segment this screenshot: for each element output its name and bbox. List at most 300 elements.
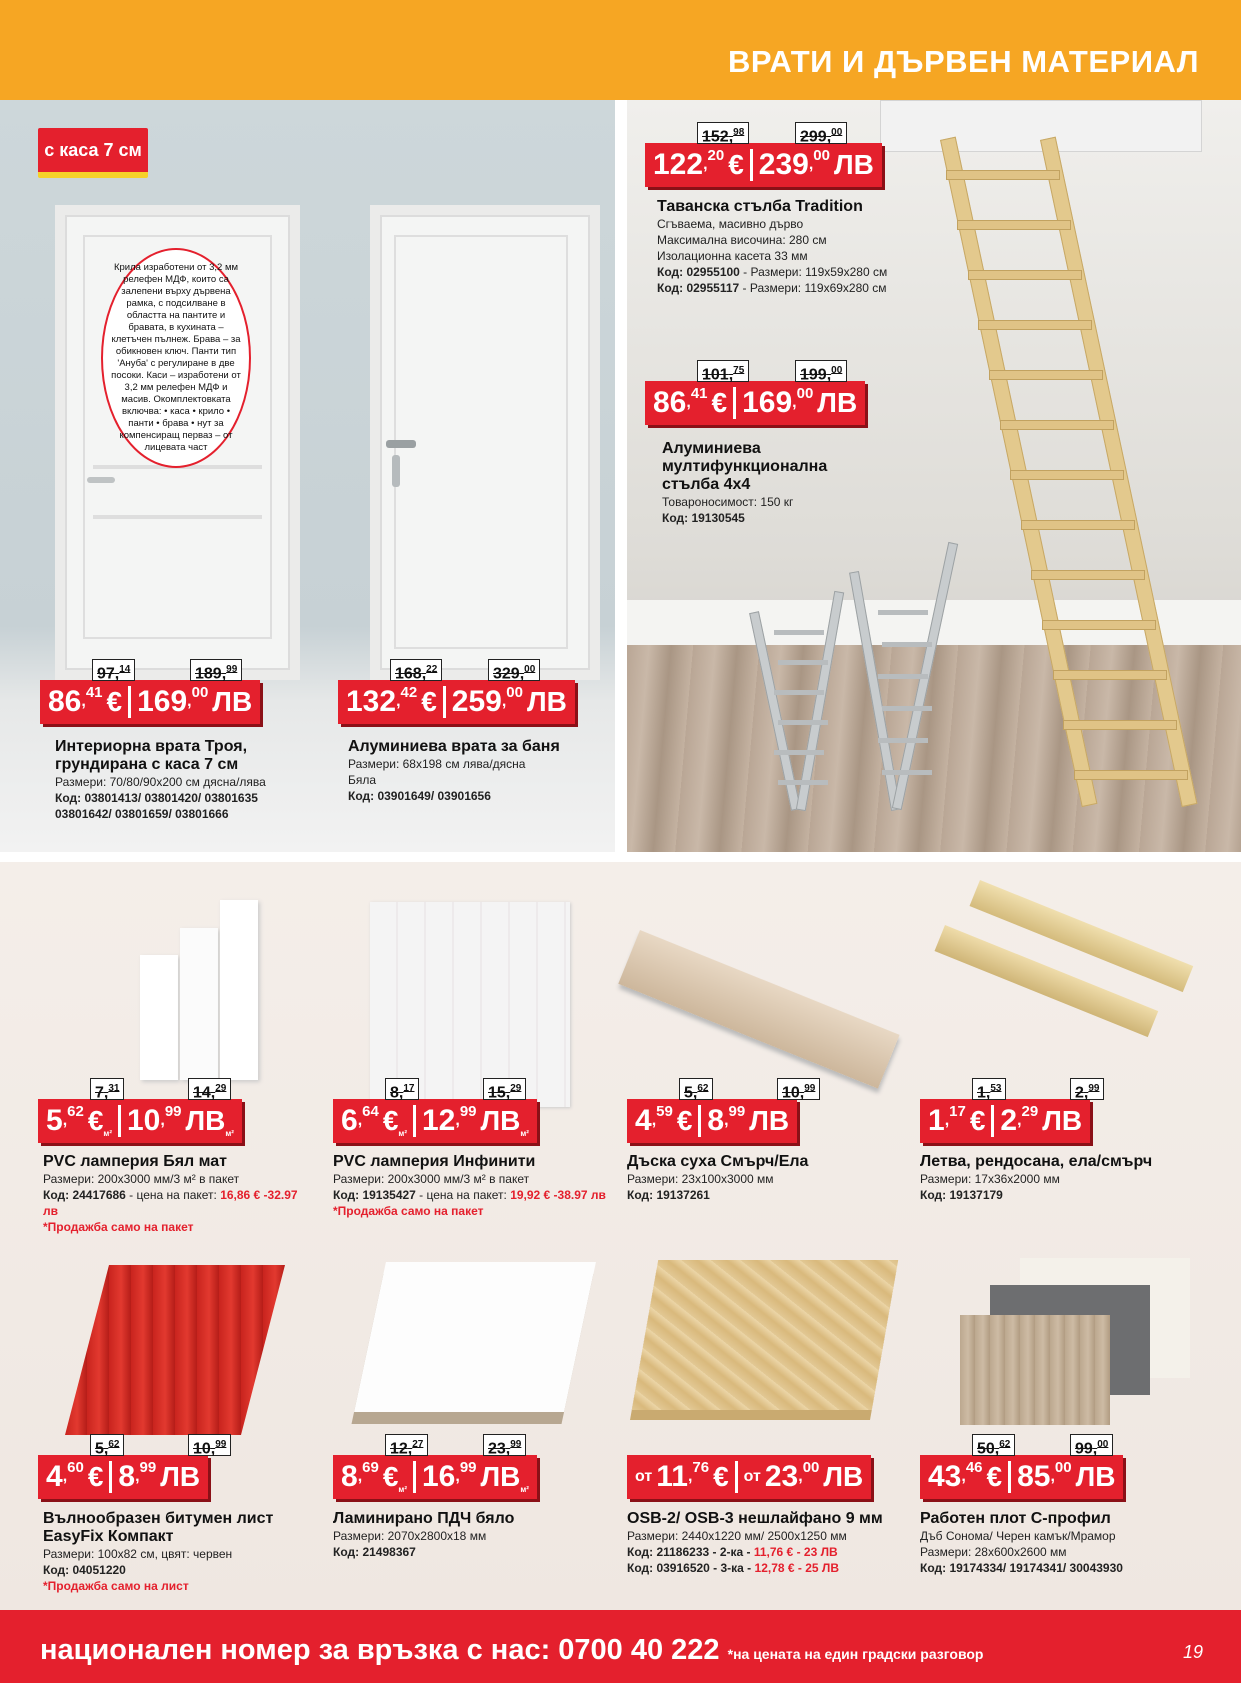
door-bath-old-eur-cents: 22	[426, 664, 438, 675]
board-spruce-old-bgn-cents: 99	[804, 1083, 816, 1094]
door-troya-currency-eur: €	[106, 686, 123, 717]
alu-ladder-rung	[882, 642, 932, 647]
door-spec-callout: Крила изработени от 3,2 мм релефен МДФ, които са залепени върху дървена рамка, с подсилване в областта на пантите и бравата, в кухината – клетъчен пълнеж. Брава – за обикновен ключ. Панти тип 'Ануба' с регулиране в две посоки. Каси – изработени от 3,2 мм релефен МДФ и масив. Окомплектовката включва: • каса • крило • панти • брава • нут за компенсиращ перваз – от лицевата част	[101, 248, 251, 468]
pvc-white-spec-line: Размери: 200x3000 мм/3 м² в пакет	[43, 1172, 240, 1186]
door-troya-price-divider	[128, 686, 131, 718]
door-bath-old-bgn-cents: 00	[524, 664, 536, 675]
door-troya-info	[55, 738, 280, 822]
alu-ladder-price-divider	[733, 387, 736, 419]
pvc-white-code-line	[43, 1187, 303, 1219]
chipboard-currency-bgn: ЛВ	[480, 1461, 521, 1492]
worktop-price-divider	[1008, 1461, 1011, 1493]
board-spruce-code: Код: 19137261	[627, 1188, 710, 1202]
board-spruce-old-price-bgn: 10,99	[777, 1078, 820, 1100]
attic-ladder-code-line	[657, 280, 917, 296]
alu-ladder-rung	[774, 630, 824, 635]
osb-price-divider	[735, 1461, 738, 1493]
attic-ladder-code-rest: - Размери: 119x59x280 см	[739, 265, 888, 279]
bitumen-old-eur-cents: 62	[108, 1439, 120, 1450]
batten-price-divider	[991, 1105, 994, 1137]
bitumen-price-eur: 4	[46, 1460, 63, 1493]
chipboard-price-divider	[413, 1461, 416, 1493]
worktop-price-tag	[920, 1439, 1123, 1499]
alu-ladder-price-bgn: 169	[742, 386, 793, 419]
worktop-old-eur: 50	[977, 1440, 995, 1458]
batten-code-line	[920, 1187, 1180, 1203]
worktop-old-price-eur: 50,62	[972, 1434, 1015, 1456]
chipboard-title: Ламинирано ПДЧ бяло	[333, 1510, 515, 1527]
osb-code-line	[627, 1560, 897, 1576]
alu-ladder-rung	[878, 738, 928, 743]
pvc-white-price-eur: 5	[46, 1104, 63, 1137]
pvc-infinity-old-eur-cents: 17	[403, 1083, 415, 1094]
door-bath-price-box: 132 , 42 € 259 , 00 ЛВ	[338, 680, 575, 724]
worktop-price-eur-cents: 46	[965, 1458, 983, 1476]
bitumen-old-bgn: 10	[193, 1440, 211, 1458]
bitumen-price-eur-cents: 60	[67, 1458, 84, 1476]
osb-currency-eur: €	[713, 1461, 729, 1492]
door-bath-price-eur: 132	[346, 685, 397, 718]
alu-ladder-spec-line: Товароносимост: 150 кг	[662, 495, 794, 509]
batten-price-eur: 1	[928, 1104, 945, 1137]
alu-ladder-rung	[882, 706, 932, 711]
chipboard-old-bgn-cents: 99	[510, 1439, 522, 1450]
attic-ladder-old-bgn: 299	[800, 128, 827, 146]
pvc-white-price-tag	[38, 1083, 242, 1143]
worktop-spec-line: Размери: 28x600x2600 мм	[920, 1545, 1067, 1559]
bitumen-price-box: 4 , 60 € 8 , 99 ЛВ	[38, 1455, 208, 1499]
bitumen-currency-eur: €	[87, 1461, 104, 1492]
alu-ladder-rail	[849, 571, 901, 811]
alu-ladder-price-eur-cents: 41	[690, 384, 708, 402]
footer-hotline	[40, 1634, 983, 1667]
attic-ladder-currency-eur: €	[728, 149, 744, 180]
door-troya-old-eur-cents: 14	[119, 664, 131, 675]
batten-code: Код: 19137179	[920, 1188, 1003, 1202]
door-lock-icon	[392, 455, 400, 487]
worktop-price-eur: 43	[928, 1460, 962, 1493]
door-bath-code-line	[348, 788, 588, 804]
worktop-old-price-bgn: 99,00	[1070, 1434, 1113, 1456]
pvc-infinity-price-eur-cents: 64	[362, 1102, 379, 1120]
board-spruce-price-tag	[627, 1083, 816, 1143]
board-spruce-old-eur-cents: 62	[697, 1083, 709, 1094]
worktop-code: Код: 19174334/ 19174341/ 30043930	[920, 1561, 1123, 1575]
osb-title: OSB-2/ OSB-3 нешлайфано 9 мм	[627, 1510, 883, 1527]
pvc-white-price-bgn: 10	[127, 1104, 161, 1137]
alu-ladder-old-price-bgn: 199,00	[795, 360, 847, 382]
attic-ladder-title: Таванска стълба Tradition	[657, 198, 863, 215]
alu-ladder-old-bgn: 199	[800, 366, 827, 384]
batten-price-bgn: 2	[1000, 1104, 1018, 1137]
osb-variant-price: 11,76 € - 23 ЛВ	[753, 1545, 838, 1559]
attic-ladder-old-eur-cents: 98	[733, 127, 745, 138]
alu-ladder-rung	[878, 610, 928, 615]
pvc-infinity-currency-eur: €	[382, 1105, 399, 1136]
attic-ladder-old-price-bgn: 299,00	[795, 122, 847, 144]
pvc-infinity-old-eur: 8	[390, 1084, 399, 1102]
alu-ladder-rung	[778, 660, 828, 665]
alu-ladder-code-line	[662, 510, 862, 526]
pvc-white-old-price-bgn: 14,29	[188, 1078, 231, 1100]
attic-ladder-old-bgn-cents: 00	[831, 127, 843, 138]
board-spruce-code-line	[627, 1187, 887, 1203]
door-bath-info	[348, 738, 588, 804]
bitumen-old-bgn-cents: 99	[215, 1439, 227, 1450]
attic-ladder-price-eur: 122	[653, 148, 704, 181]
bitumen-code: Код: 04051220	[43, 1563, 126, 1577]
chipboard-price-eur: 8	[341, 1460, 358, 1493]
pvc-infinity-price-bgn: 12	[422, 1104, 456, 1137]
osb-spec-line: Размери: 2440x1220 мм/ 2500x1250 мм	[627, 1529, 847, 1543]
batten-old-bgn-cents: 99	[1088, 1083, 1100, 1094]
board-spruce-currency-bgn: ЛВ	[749, 1105, 790, 1136]
door-bath-old-eur: 168	[395, 665, 422, 683]
worktop-image-oak	[960, 1315, 1110, 1425]
hotline-text: национален номер за връзка с нас: 0700 40 222	[40, 1634, 720, 1666]
attic-ladder-code-line	[657, 264, 917, 280]
board-spruce-title: Дъска суха Смърч/Ела	[627, 1153, 809, 1170]
door-troya-old-price-eur: 97,14	[92, 659, 135, 681]
door-bath-price-divider	[443, 686, 446, 718]
osb-price-prefix: от	[635, 1468, 653, 1485]
door-troya-price-bgn-cents: 00	[191, 683, 209, 701]
worktop-info	[920, 1510, 1180, 1576]
pvc-infinity-currency-bgn: ЛВ	[480, 1105, 521, 1136]
attic-ladder-rung	[968, 270, 1082, 280]
door-bath-code: Код: 03901649/ 03901656	[348, 789, 491, 803]
board-spruce-spec-line: Размери: 23x100x3000 мм	[627, 1172, 774, 1186]
attic-ladder-spec-line: Сгъваема, масивно дърво	[657, 217, 804, 231]
attic-ladder-price-eur-cents: 20	[707, 146, 725, 164]
door-bath-title: Алуминиева врата за баня	[348, 738, 560, 755]
door-bath-spec-line: Размери: 68x198 см лява/дясна	[348, 757, 526, 771]
pvc-white-title: PVC ламперия Бял мат	[43, 1153, 227, 1170]
worktop-currency-bgn: ЛВ	[1075, 1461, 1116, 1492]
attic-ladder-price-box: 122 , 20 € 239 , 00 ЛВ	[645, 143, 882, 187]
page-number: 19	[1182, 1642, 1203, 1662]
pvc-white-price-divider	[118, 1105, 121, 1137]
door-handle-icon	[87, 477, 115, 483]
door-troya-old-bgn-cents: 99	[226, 664, 238, 675]
pvc-infinity-price-divider	[413, 1105, 416, 1137]
pvc-white-package-price: 16,86 € -32.97 лв	[43, 1188, 298, 1218]
door-troya-currency-bgn: ЛВ	[212, 686, 253, 717]
batten-currency-eur: €	[969, 1105, 986, 1136]
alu-ladder-info	[662, 440, 862, 526]
attic-ladder-price-divider	[750, 149, 753, 181]
osb-price-box: от 11 , 76 € от 23 , 00 ЛВ	[627, 1455, 871, 1499]
chipboard-currency-eur: €	[382, 1461, 399, 1492]
chipboard-old-eur: 12	[390, 1440, 408, 1458]
pvc-white-code: Код: 24417686	[43, 1188, 126, 1202]
batten-currency-bgn: ЛВ	[1042, 1105, 1083, 1136]
door-bath-currency-eur: €	[421, 686, 437, 717]
door-troya-price-eur: 86	[48, 685, 82, 718]
attic-ladder-spec-line: Максимална височина: 280 см	[657, 233, 827, 247]
pvc-infinity-spec-line: Размери: 200x3000 мм/3 м² в пакет	[333, 1172, 530, 1186]
board-spruce-price-eur-cents: 59	[656, 1102, 673, 1120]
attic-ladder-spec-line: Изолационна касета 33 мм	[657, 249, 808, 263]
bitumen-price-divider	[109, 1461, 112, 1493]
board-spruce-currency-eur: €	[676, 1105, 693, 1136]
attic-ladder-price-bgn-cents: 00	[813, 146, 830, 164]
alu-ladder-price-bgn-cents: 00	[796, 384, 814, 402]
attic-ladder-code-rest: - Размери: 119x69x280 см	[739, 281, 887, 295]
chipboard-code: Код: 21498367	[333, 1545, 416, 1559]
pvc-infinity-old-price-bgn: 15,29	[483, 1078, 526, 1100]
bitumen-title: Вълнообразен битумен лист EasyFix Компакт	[43, 1510, 274, 1545]
pvc-infinity-title: PVC ламперия Инфинити	[333, 1153, 536, 1170]
batten-price-tag	[920, 1083, 1100, 1143]
chipboard-price-bgn-cents: 99	[459, 1458, 477, 1476]
alu-ladder-rung	[774, 690, 824, 695]
door-troya-title: Интериорна врата Троя, грундирана с каса 7 см	[55, 738, 248, 773]
pvc-infinity-price-box: 6 , 64 € м² 12 , 99 ЛВ м²	[333, 1099, 537, 1143]
door-troya-price-eur-cents: 41	[85, 683, 103, 701]
pvc-white-info	[43, 1153, 303, 1235]
pvc-white-unit-eur: м²	[103, 1128, 112, 1138]
chipboard-price-eur-cents: 69	[362, 1458, 379, 1476]
batten-old-price-eur: 1,53	[972, 1078, 1006, 1100]
attic-ladder-code: Код: 02955100	[657, 265, 740, 279]
worktop-currency-eur: €	[986, 1461, 1003, 1492]
attic-ladder-code: Код: 02955117	[657, 281, 740, 295]
alu-ladder-old-price-eur: 101,75	[697, 360, 749, 382]
alu-ladder-price-tag	[645, 365, 865, 425]
bitumen-currency-bgn: ЛВ	[160, 1461, 201, 1492]
worktop-old-bgn: 99	[1075, 1440, 1093, 1458]
pvc-white-old-bgn-cents: 29	[215, 1083, 227, 1094]
pvc-white-price-box: 5 , 62 € м² 10 , 99 ЛВ м²	[38, 1099, 242, 1143]
bitumen-sale-note: *Продажба само на лист	[43, 1579, 189, 1593]
attic-ladder-rung	[1063, 720, 1177, 730]
page-title: ВРАТИ И ДЪРВЕН МАТЕРИАЛ	[728, 44, 1199, 79]
door-troya-old-bgn: 189	[195, 665, 222, 683]
door-bath-old-price-bgn: 329,00	[488, 659, 540, 681]
attic-ladder-rung	[1042, 620, 1156, 630]
osb-code: Код: 03916520 - 3-ка -	[627, 1561, 755, 1575]
alu-ladder-old-eur-cents: 75	[733, 365, 745, 376]
pvc-infinity-price-tag	[333, 1083, 537, 1143]
pvc-infinity-code-rest: - цена на пакет:	[415, 1188, 511, 1202]
pvc-infinity-unit-bgn: м²	[520, 1128, 529, 1138]
alu-ladder-rung	[882, 770, 932, 775]
door-bath-currency-bgn: ЛВ	[526, 686, 567, 717]
bitumen-spec-line: Размери: 100x82 см, цвят: червен	[43, 1547, 233, 1561]
worktop-title: Работен плот С-профил	[920, 1510, 1111, 1527]
pvc-infinity-old-bgn: 15	[488, 1084, 506, 1102]
bitumen-price-bgn: 8	[118, 1460, 136, 1493]
attic-ladder-price-bgn: 239	[758, 148, 809, 181]
alu-ladder-rung	[878, 674, 928, 679]
door-bath-price-tag	[338, 664, 575, 724]
pvc-white-currency-bgn: ЛВ	[185, 1105, 226, 1136]
chipboard-price-bgn: 16	[422, 1460, 456, 1493]
bitumen-info	[43, 1510, 293, 1594]
alu-ladder-old-eur: 101	[702, 366, 729, 384]
bitumen-code-line	[43, 1562, 293, 1578]
batten-price-box: 1 , 17 € 2 , 29 ЛВ	[920, 1099, 1090, 1143]
pvc-infinity-price-bgn-cents: 99	[459, 1102, 477, 1120]
chipboard-unit-bgn: м²	[520, 1484, 529, 1494]
chipboard-price-box: 8 , 69 € м² 16 , 99 ЛВ м²	[333, 1455, 537, 1499]
door-troya-price-box: 86 , 41 € 169 , 00 ЛВ	[40, 680, 260, 724]
board-spruce-old-bgn: 10	[782, 1084, 800, 1102]
pvc-white-price-bgn-cents: 99	[164, 1102, 182, 1120]
osb-price-bgn: 23	[764, 1460, 799, 1493]
pvc-white-price-eur-cents: 62	[67, 1102, 84, 1120]
door-bath-spec-line: Бяла	[348, 773, 377, 787]
door-troya-old-price-bgn: 189,99	[190, 659, 242, 681]
pvc-white-image	[140, 900, 250, 1080]
door-troya-price-bgn: 169	[137, 685, 188, 718]
chipboard-unit-eur: м²	[398, 1484, 407, 1494]
alu-ladder-rung	[774, 750, 824, 755]
attic-ladder-info	[657, 198, 917, 296]
pvc-white-sale-note: *Продажба само на пакет	[43, 1220, 194, 1234]
chipboard-old-price-eur: 12,27	[385, 1434, 428, 1456]
osb-price-bgn-cents: 00	[802, 1458, 820, 1476]
batten-old-price-bgn: 2,99	[1070, 1078, 1104, 1100]
batten-old-bgn: 2	[1075, 1084, 1084, 1102]
pvc-infinity-old-price-eur: 8,17	[385, 1078, 419, 1100]
door-handle-icon	[386, 440, 416, 448]
osb-variant-price: 12,78 € - 25 ЛВ	[754, 1561, 839, 1575]
attic-ladder-price-tag	[645, 127, 882, 187]
bitumen-old-price-eur: 5,62	[90, 1434, 124, 1456]
alu-ladder-rung	[778, 720, 828, 725]
osb-currency-bgn: ЛВ	[823, 1461, 864, 1492]
attic-ladder-old-price-eur: 152,98	[697, 122, 749, 144]
batten-info	[920, 1153, 1180, 1203]
attic-ladder-old-eur: 152	[702, 128, 729, 146]
worktop-old-eur-cents: 62	[999, 1439, 1011, 1450]
bitumen-old-price-bgn: 10,99	[188, 1434, 231, 1456]
attic-ladder-rung	[1053, 670, 1167, 680]
pvc-infinity-unit-eur: м²	[398, 1128, 407, 1138]
pvc-white-old-eur-cents: 31	[108, 1083, 120, 1094]
board-spruce-old-price-eur: 5,62	[679, 1078, 713, 1100]
attic-ladder-rung	[1074, 770, 1188, 780]
chipboard-price-tag	[333, 1439, 537, 1499]
attic-ladder-rung	[1021, 520, 1135, 530]
worktop-price-bgn: 85	[1017, 1460, 1051, 1493]
chipboard-image	[354, 1262, 596, 1412]
pvc-infinity-old-bgn-cents: 29	[510, 1083, 522, 1094]
board-spruce-price-box: 4 , 59 € 8 , 99 ЛВ	[627, 1099, 797, 1143]
attic-ladder-rung	[957, 220, 1071, 230]
alu-ladder-price-box: 86 , 41 € 169 , 00 ЛВ	[645, 381, 865, 425]
osb-price-eur-cents: 76	[692, 1458, 710, 1476]
pvc-white-currency-eur: €	[87, 1105, 104, 1136]
worktop-price-box: 43 , 46 € 85 , 00 ЛВ	[920, 1455, 1123, 1499]
bitumen-price-bgn-cents: 99	[139, 1458, 157, 1476]
alu-ladder-old-bgn-cents: 00	[831, 365, 843, 376]
chipboard-info	[333, 1510, 593, 1560]
chipboard-old-price-bgn: 23,99	[483, 1434, 526, 1456]
chipboard-code-line	[333, 1544, 593, 1560]
chipboard-old-eur-cents: 27	[412, 1439, 424, 1450]
frame-badge: с каса 7 см	[38, 128, 148, 178]
door-bath-price-bgn: 259	[451, 685, 502, 718]
board-spruce-info	[627, 1153, 887, 1203]
alu-ladder-image	[760, 530, 980, 830]
worktop-old-bgn-cents: 00	[1097, 1439, 1109, 1450]
worktop-price-bgn-cents: 00	[1054, 1458, 1072, 1476]
alu-ladder-title: Алуминиева мултифункционална стълба 4x4	[662, 440, 828, 493]
osb-price-tag	[627, 1455, 871, 1499]
attic-ladder-rung	[946, 170, 1060, 180]
batten-old-eur-cents: 53	[990, 1083, 1002, 1094]
bitumen-price-tag	[38, 1439, 227, 1499]
alu-ladder-rail	[796, 591, 844, 811]
alu-ladder-currency-eur: €	[711, 387, 728, 418]
alu-ladder-code: Код: 19130545	[662, 511, 745, 525]
worktop-spec-line: Дъб Сонома/ Черен камък/Мрамор	[920, 1529, 1116, 1543]
pvc-white-old-bgn: 14	[193, 1084, 211, 1102]
hotline-note: *на цената на един градски разговор	[727, 1646, 984, 1662]
pvc-infinity-code-line	[333, 1187, 613, 1203]
door-troya-old-eur: 97	[97, 665, 115, 683]
attic-ladder-currency-bgn: ЛВ	[833, 149, 874, 180]
osb-price-eur: 11	[656, 1460, 688, 1493]
pvc-infinity-package-price: 19,92 € -38.97 лв	[510, 1188, 606, 1202]
batten-price-eur-cents: 17	[949, 1102, 966, 1120]
door-troya-spec-line: Размери: 70/80/90x200 см дясна/лява	[55, 775, 266, 789]
board-spruce-old-eur: 5	[684, 1084, 693, 1102]
pvc-infinity-image	[370, 902, 570, 1107]
pvc-infinity-sale-note: *Продажба само на пакет	[333, 1204, 484, 1218]
door-troya-price-tag	[40, 664, 260, 724]
pvc-infinity-price-eur: 6	[341, 1104, 358, 1137]
batten-title: Летва, рендосана, ела/смърч	[920, 1153, 1153, 1170]
osb-code-line	[627, 1544, 897, 1560]
alu-ladder-currency-bgn: ЛВ	[817, 387, 858, 418]
pvc-white-unit-bgn: м²	[225, 1128, 234, 1138]
batten-price-bgn-cents: 29	[1021, 1102, 1039, 1120]
bitumen-old-eur: 5	[95, 1440, 104, 1458]
door-bath-image	[370, 205, 600, 683]
batten-spec-line: Размери: 17x36x2000 мм	[920, 1172, 1060, 1186]
door-bath-price-bgn-cents: 00	[506, 683, 523, 701]
attic-ladder-rung	[1000, 420, 1114, 430]
door-troya-code-line	[55, 790, 280, 822]
alu-ladder-rung	[778, 780, 828, 785]
pvc-infinity-code: Код: 19135427	[333, 1188, 416, 1202]
door-bath-price-eur-cents: 42	[400, 683, 418, 701]
batten-old-eur: 1	[977, 1084, 986, 1102]
osb-info	[627, 1510, 897, 1576]
osb-image	[632, 1260, 898, 1410]
door-troya-code: Код: 03801413/ 03801420/ 03801635 03801642/ 03801659/ 03801666	[55, 791, 258, 821]
attic-ladder-rung	[1010, 470, 1124, 480]
osb-price-prefix-bgn: от	[743, 1468, 761, 1485]
door-bath-old-price-eur: 168,22	[390, 659, 442, 681]
attic-ladder-rung	[989, 370, 1103, 380]
worktop-code-line	[920, 1560, 1180, 1576]
board-spruce-price-eur: 4	[635, 1104, 652, 1137]
pvc-white-old-eur: 7	[95, 1084, 104, 1102]
pvc-white-old-price-eur: 7,31	[90, 1078, 124, 1100]
board-spruce-price-bgn: 8	[707, 1104, 725, 1137]
chipboard-spec-line: Размери: 2070x2800x18 мм	[333, 1529, 487, 1543]
door-bath-old-bgn: 329	[493, 665, 520, 683]
osb-code: Код: 21186233 - 2-ка -	[627, 1545, 754, 1559]
board-spruce-price-bgn-cents: 99	[728, 1102, 746, 1120]
pvc-infinity-info	[333, 1153, 613, 1219]
pvc-white-code-rest: - цена на пакет:	[125, 1188, 221, 1202]
